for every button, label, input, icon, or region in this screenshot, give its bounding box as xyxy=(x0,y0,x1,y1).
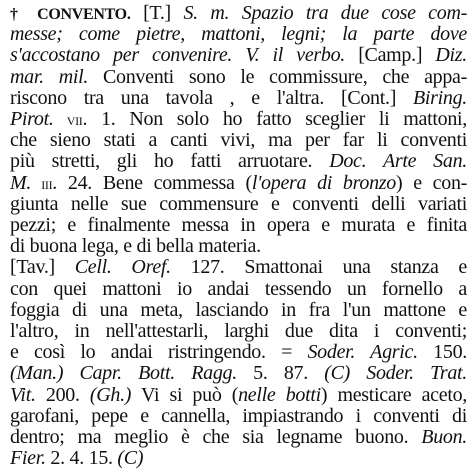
entry-text: Soder. Agric. xyxy=(307,341,418,364)
entry-text: iii xyxy=(31,173,53,193)
entry-text: M. xyxy=(10,171,32,194)
entry-text: Biring. xyxy=(412,86,467,109)
entry-text: l'altro, in nell'attestarli, larghi due dita i conventi; xyxy=(10,320,467,342)
entry-text: e così lo andai ristringendo. = xyxy=(10,341,308,364)
entry-text: s'accostano per convenire. V. il verbo. xyxy=(10,44,345,67)
entry-text: 2. 4. 15. xyxy=(45,447,118,470)
entry-text: 200. xyxy=(35,383,90,406)
entry-text: Pirot. xyxy=(10,108,54,130)
entry-text: Fier. xyxy=(10,447,46,470)
entry-text: (C) xyxy=(117,447,144,470)
entry-text: 127. Smattonai una stanza e xyxy=(170,256,467,279)
entry-text: ) e con- xyxy=(395,171,467,194)
entry-text: riscono tra una tavola , e l'altra. [Cont.] xyxy=(10,86,413,109)
entry-text: giunta nelle sue commensure e conventi delli variati xyxy=(10,192,467,215)
entry-text: Cell. Oref. xyxy=(74,256,171,279)
entry-text: S. m. Spazio tra due cose com- xyxy=(183,2,467,24)
entry-text: 5. 87. xyxy=(236,362,325,385)
entry-text: (Gh.) xyxy=(89,383,132,406)
entry-text: Diz. xyxy=(435,44,467,67)
entry-text: Vit. xyxy=(10,383,36,406)
entry-text: l'opera di bronzo xyxy=(251,171,396,194)
entry-text: . 1. Non solo ho fatto sceglier li mattoni, xyxy=(82,108,467,130)
entry-text: ) mesticare aceto, xyxy=(320,383,467,406)
entry-text: 150. xyxy=(417,341,467,364)
entry-text: di buona lega, e di bella materia. xyxy=(10,235,261,258)
entry-text: [Tav.] xyxy=(10,256,75,279)
entry-text: Conventi sono le commissure, che appa- xyxy=(88,65,467,88)
entry-text: [T.] xyxy=(130,2,184,24)
entry-text: mar. mil. xyxy=(10,65,89,88)
entry-text: pezzi; e finalmente messa in opera e murata e finita xyxy=(10,214,467,236)
entry-text: che sieno stati a canti vivi, ma per far li conventi xyxy=(10,129,467,152)
entry-text: (Man.) Capr. Bott. Ragg. xyxy=(10,362,237,385)
entry-text: messe; come pietre, mattoni, legni; la parte dove xyxy=(10,23,467,46)
entry-text: . 24. Bene commessa ( xyxy=(52,171,252,194)
entry-text: foggia di una meta, lasciando in fra l'un mattone e xyxy=(10,298,467,321)
entry-text: Doc. Arte San. xyxy=(329,150,467,173)
entry-text: nelle botti xyxy=(238,383,321,406)
entry-text: dentro; ma meglio è che sia legname buono. xyxy=(10,426,422,448)
entry-text: Buon. xyxy=(421,426,467,448)
entry-text: più stretti, gli ho fatti arruotare. xyxy=(10,150,330,173)
entry-line xyxy=(10,446,467,471)
entry-text: garofani, pepe e cannella, impiastrando i conventi di xyxy=(10,404,467,427)
entry-text: vii xyxy=(53,110,83,129)
entry-text: (C) Soder. Trat. xyxy=(324,362,467,385)
entry-text: Vi si può ( xyxy=(131,383,239,406)
entry-text: [Camp.] xyxy=(345,44,436,67)
entry-text: con quei mattoni io andai tessendo un fornello a xyxy=(10,277,467,300)
entry-text: † CONVENTO. xyxy=(10,6,131,23)
